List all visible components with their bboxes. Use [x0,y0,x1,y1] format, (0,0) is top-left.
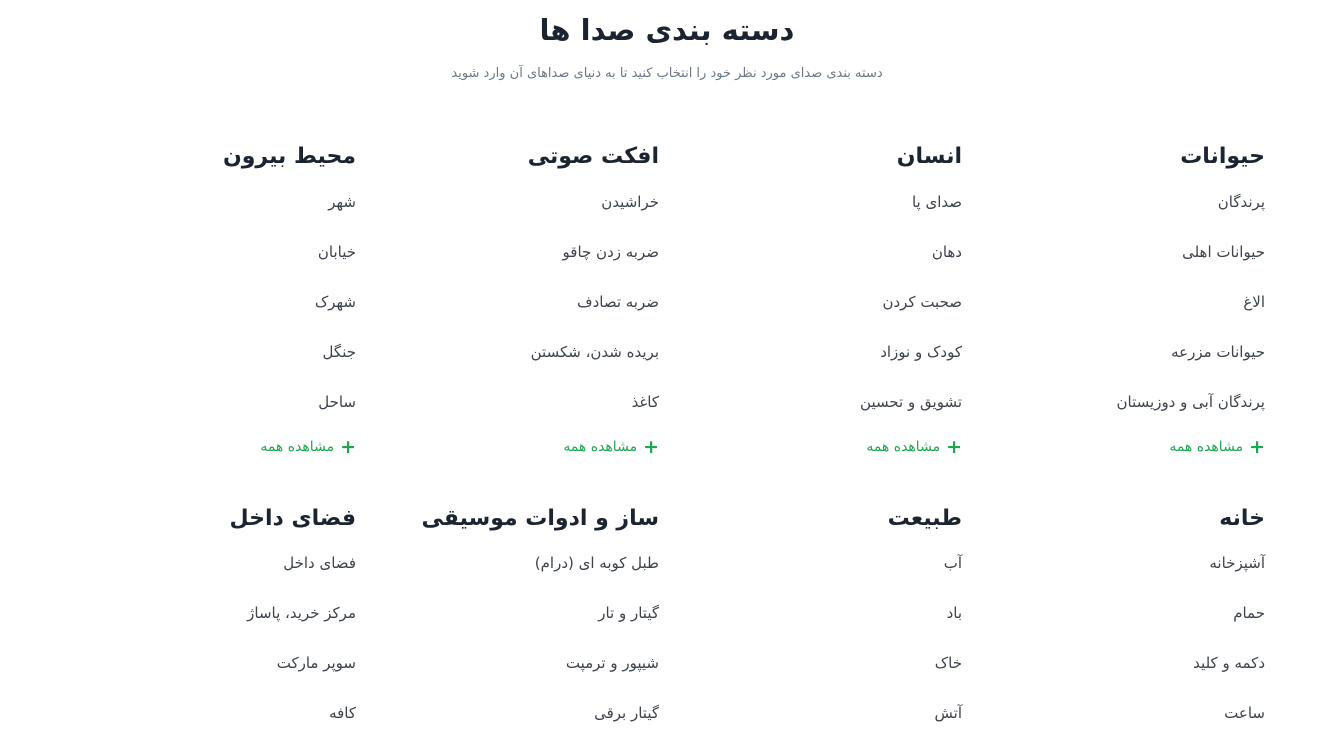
category-item-link[interactable]: تشویق و تحسین [860,392,962,411]
category-items-list [675,178,962,428]
page-subtitle: دسته بندی صدای مورد نظر خود را انتخاب کنید تا به دنیای صداهای آن وارد شوید [451,65,883,81]
category-title-link[interactable]: افکت صوتی [527,144,659,170]
category-title-link[interactable]: طبیعت [887,505,962,531]
categories-grid [59,143,1275,739]
category-items-list [372,539,659,739]
category-items-list [372,178,659,428]
category-item-link[interactable]: شیپور و ترمپت [565,654,659,673]
category-item-link[interactable]: شهر [328,192,356,211]
category-section [978,505,1265,739]
category-items-list [978,178,1265,428]
list-item [372,589,659,639]
list-item [675,589,962,639]
list-item [372,539,659,589]
category-item-link[interactable]: الاغ [1243,292,1265,311]
category-item-link[interactable]: گیتار و تار [598,604,659,623]
category-item-link[interactable]: طبل کوبه ای (درام) [534,554,659,573]
category-item-link[interactable]: خاک [934,654,962,673]
category-title-link[interactable]: فضای داخل [229,505,356,531]
category-section [69,505,356,739]
category-item-link[interactable]: خیابان [317,242,356,261]
category-item-link[interactable]: فضای داخل [283,554,356,573]
category-item-link[interactable]: حیوانات مزرعه [1171,342,1265,361]
category-title-link[interactable]: خانه [1219,505,1265,531]
list-item [675,378,962,428]
list-item [372,278,659,328]
category-item-link[interactable]: آشپزخانه [1209,554,1265,573]
list-item [675,278,962,328]
plus-icon: + [643,435,659,458]
list-item [372,378,659,428]
list-item [978,228,1265,278]
list-item [69,689,356,739]
list-item [69,228,356,278]
view-all-label: مشاهده همه [1169,439,1244,456]
category-item-link[interactable]: ساحل [318,392,356,411]
list-item [978,639,1265,689]
list-item [675,328,962,378]
category-section [978,143,1265,457]
category-items-list [69,178,356,428]
list-item [675,689,962,739]
category-items-list [978,539,1265,739]
category-item-link[interactable]: پرندگان آبی و دوزیستان [1116,392,1265,411]
list-item [69,639,356,689]
list-item [69,178,356,228]
category-section [675,143,962,457]
category-item-link[interactable]: صحبت کردن [882,292,962,311]
category-item-link[interactable]: خراشیدن [601,192,659,211]
list-item [978,278,1265,328]
category-item-link[interactable]: سوپر مارکت [276,654,356,673]
category-item-link[interactable]: ساعت [1224,704,1265,723]
category-item-link[interactable]: حمام [1233,604,1265,623]
category-items-list [69,539,356,739]
category-section [69,143,356,457]
category-item-link[interactable]: ضربه تصادف [577,292,659,311]
list-item [69,378,356,428]
list-item [69,328,356,378]
list-item [978,328,1265,378]
plus-icon: + [340,435,356,458]
category-item-link[interactable]: بریده شدن، شکستن [530,342,659,361]
category-item-link[interactable]: مرکز خرید، پاساژ [247,604,356,623]
view-all-label: مشاهده همه [866,439,941,456]
category-item-link[interactable]: باد [946,604,962,623]
category-item-link[interactable]: دکمه و کلید [1193,654,1265,673]
list-item [372,178,659,228]
list-item [978,178,1265,228]
plus-icon: + [946,435,962,458]
list-item [978,589,1265,639]
category-item-link[interactable]: کاغذ [631,392,659,411]
category-title-link[interactable]: محیط بیرون [222,144,356,170]
view-all-link[interactable] [866,435,962,458]
view-all-label: مشاهده همه [563,439,638,456]
category-section [372,505,659,739]
list-item [978,539,1265,589]
plus-icon: + [1249,435,1265,458]
category-item-link[interactable]: آتش [934,704,962,723]
list-item [69,278,356,328]
view-all-link[interactable] [1169,435,1265,458]
view-all-link[interactable] [563,435,659,458]
category-title-link[interactable]: حیوانات [1180,144,1265,170]
list-item [372,689,659,739]
page-title: دسته بندی صدا ها [539,13,795,47]
category-item-link[interactable]: پرندگان [1217,192,1265,211]
category-section [372,143,659,457]
category-item-link[interactable]: دهان [931,242,962,261]
category-item-link[interactable]: آب [943,554,962,573]
page-header [0,0,1334,83]
list-item [69,539,356,589]
category-title-link[interactable]: انسان [896,144,962,170]
view-all-link[interactable] [260,435,356,458]
category-item-link[interactable]: حیوانات اهلی [1182,242,1265,261]
list-item [675,639,962,689]
list-item [372,639,659,689]
category-item-link[interactable]: گیتار برقی [594,704,659,723]
category-item-link[interactable]: شهرک [314,292,356,311]
view-all-label: مشاهده همه [260,439,335,456]
list-item [978,689,1265,739]
category-items-list [675,539,962,739]
category-item-link[interactable]: صدای پا [911,192,962,211]
list-item [675,539,962,589]
category-item-link[interactable]: کافه [329,704,356,723]
list-item [372,228,659,278]
list-item [675,228,962,278]
category-item-link[interactable]: کودک و نوزاد [880,342,962,361]
list-item [675,178,962,228]
list-item [978,378,1265,428]
category-title-link[interactable]: ساز و ادوات موسیقی [421,505,659,531]
list-item [69,589,356,639]
category-section [675,505,962,739]
list-item [372,328,659,378]
category-item-link[interactable]: جنگل [322,342,356,361]
category-item-link[interactable]: ضربه زدن چاقو [562,242,659,261]
